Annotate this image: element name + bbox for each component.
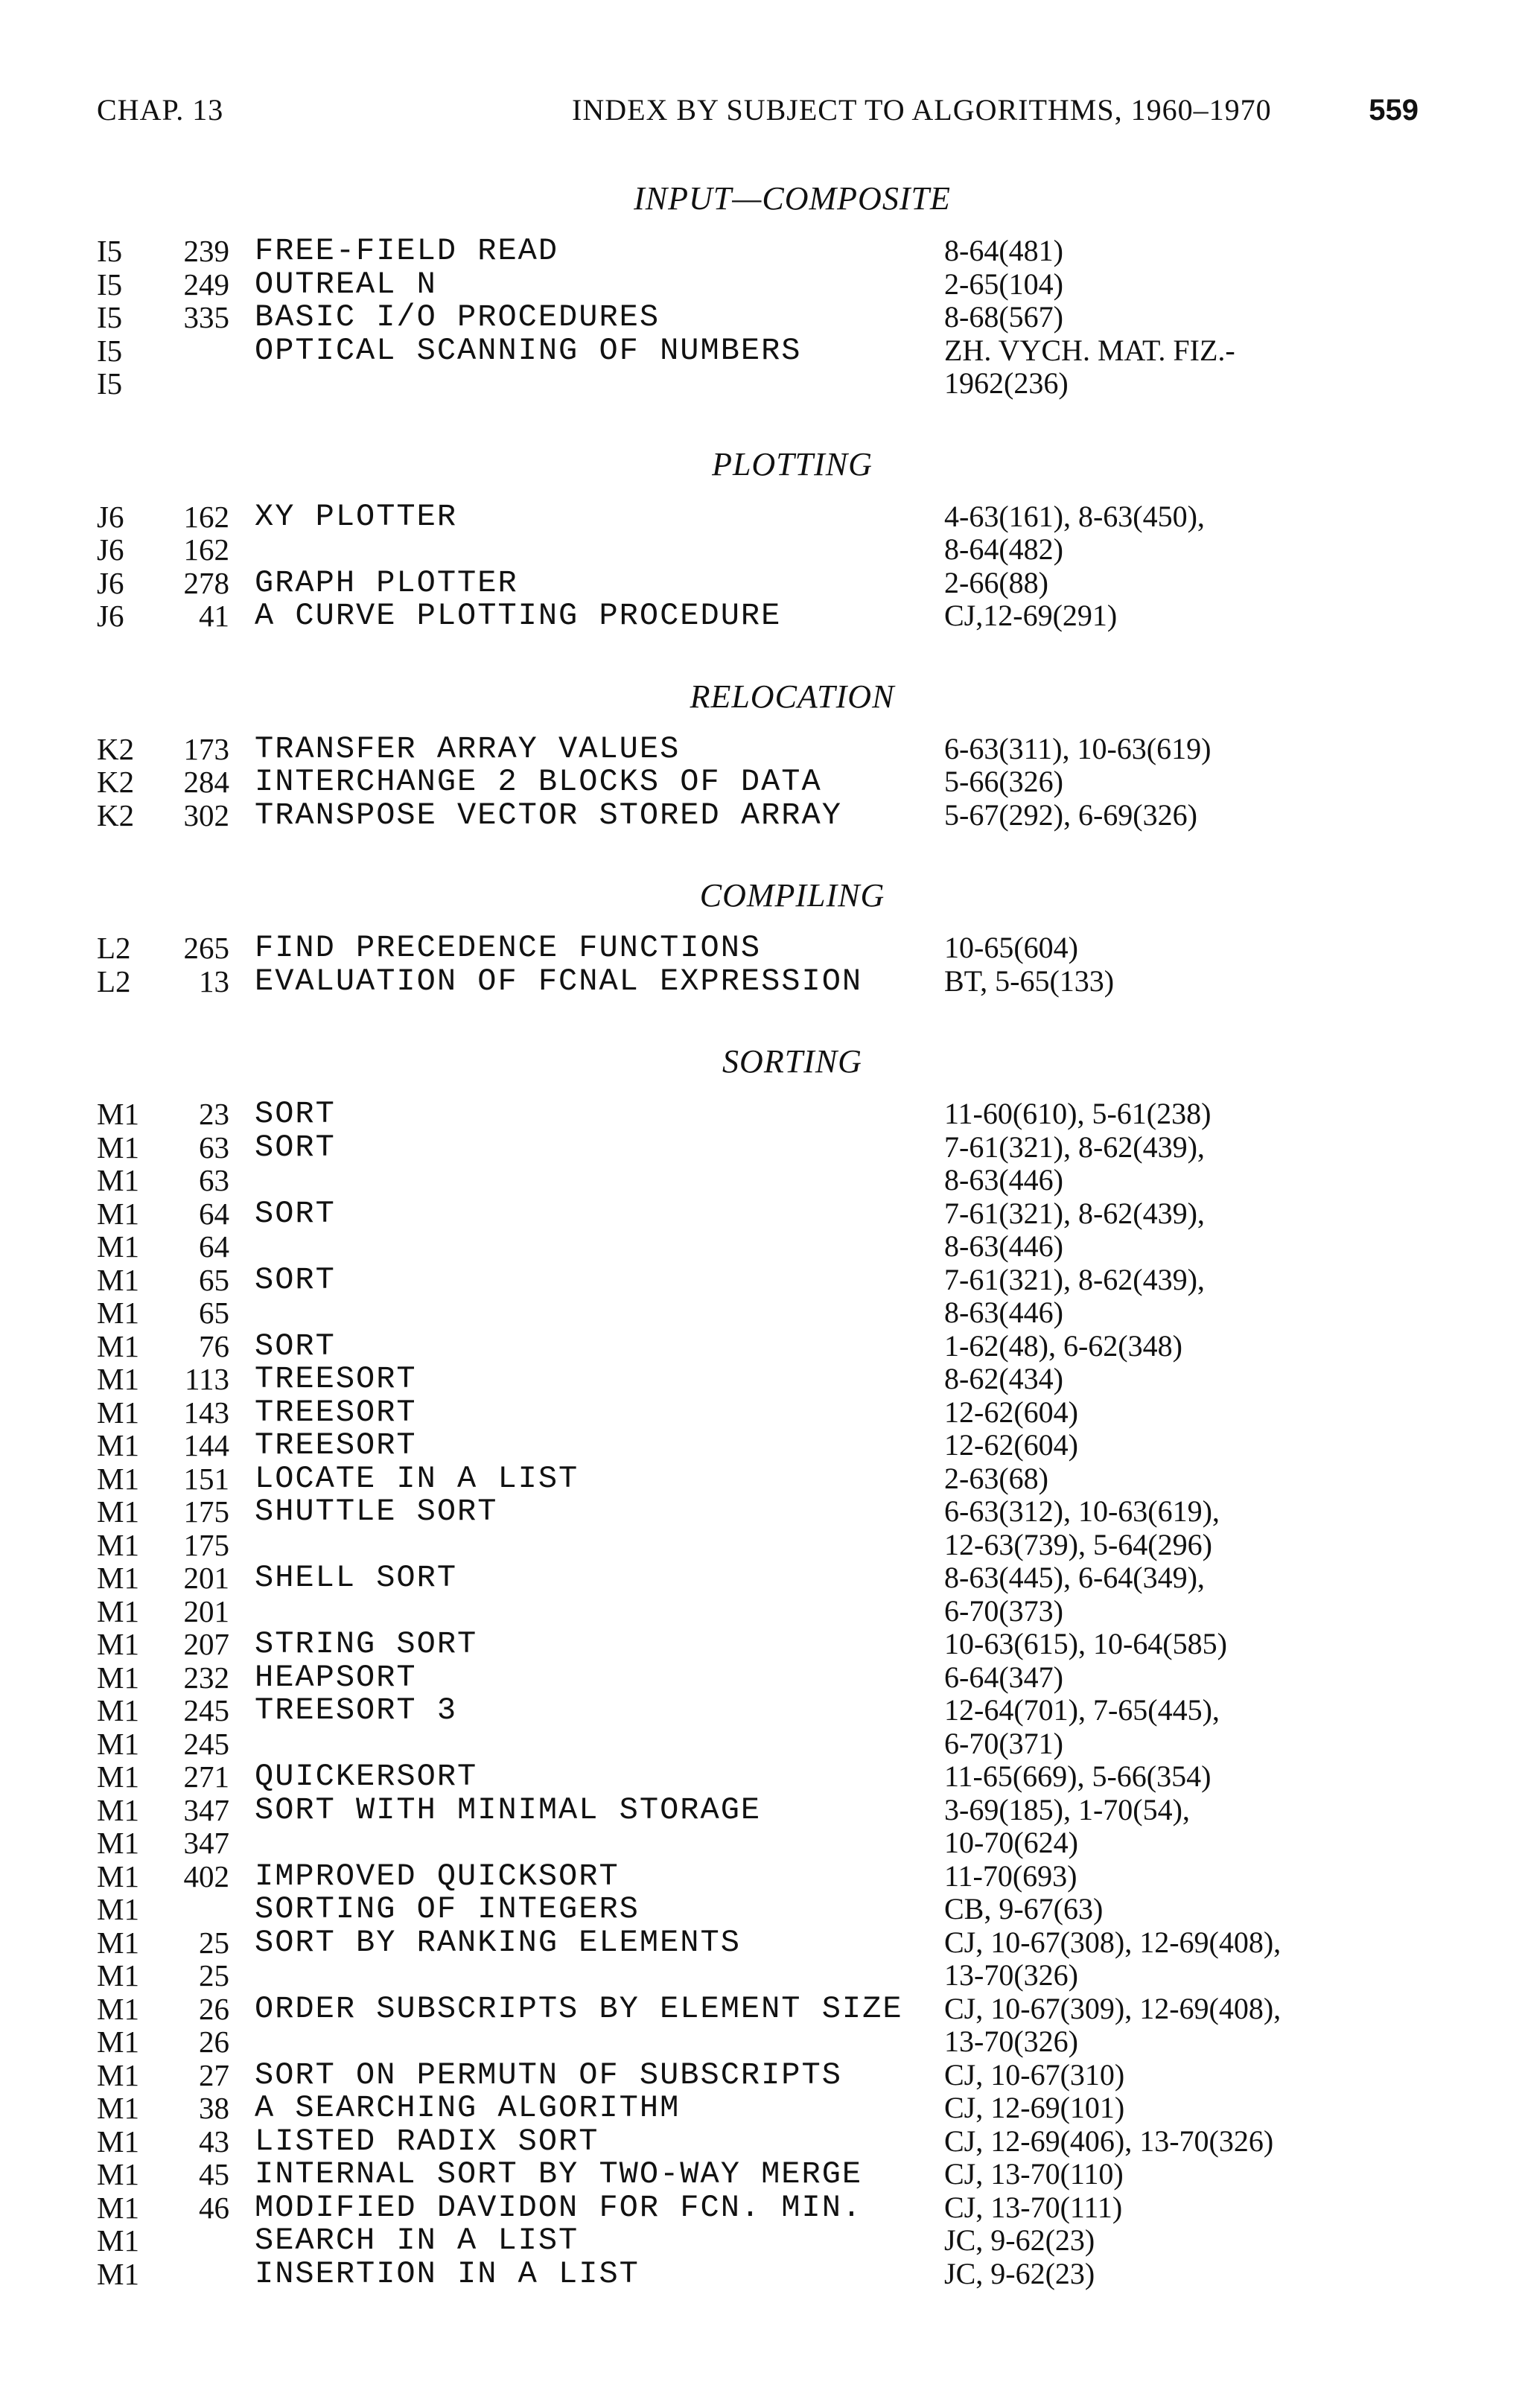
algorithm-title: SORT BY RANKING ELEMENTS	[255, 1924, 741, 1961]
index-entry	[0, 1429, 1525, 1462]
category-code: K2	[97, 731, 135, 766]
index-entry	[0, 1296, 1525, 1330]
algorithm-title: TREESORT 3	[255, 1692, 458, 1728]
algorithm-title: EVALUATION OF FCNAL EXPRESSION	[255, 963, 863, 999]
algorithm-number: 26	[199, 1991, 229, 2026]
publication-reference: 5-67(292), 6-69(326)	[944, 797, 1197, 832]
algorithm-number: 43	[199, 2124, 229, 2159]
category-code: M1	[97, 1958, 139, 1993]
algorithm-number: 25	[199, 1958, 229, 1993]
algorithm-title: INTERCHANGE 2 BLOCKS OF DATA	[255, 764, 822, 800]
category-code: M1	[97, 1262, 139, 1297]
algorithm-title: SORTING OF INTEGERS	[255, 1891, 640, 1927]
publication-reference: 1-62(48), 6-62(348)	[944, 1328, 1182, 1363]
index-entry	[0, 1926, 1525, 1960]
index-section	[0, 879, 1525, 998]
section-heading: INPUT—COMPOSITE	[634, 180, 951, 217]
publication-reference: CJ, 10-67(310)	[944, 2057, 1125, 2092]
publication-reference: 8-63(446)	[944, 1296, 1063, 1329]
algorithm-title: LOCATE IN A LIST	[255, 1460, 579, 1497]
index-entry	[0, 533, 1525, 567]
category-code: M1	[97, 1759, 139, 1794]
category-code: M1	[97, 1627, 139, 1661]
publication-reference: CJ, 13-70(110)	[944, 2157, 1124, 2191]
index-entry	[0, 1164, 1525, 1197]
algorithm-title: FREE-FIELD READ	[255, 233, 559, 269]
index-entry	[0, 765, 1525, 799]
algorithm-number: 13	[199, 963, 229, 998]
category-code: J6	[97, 599, 124, 633]
algorithm-number: 201	[183, 1593, 229, 1628]
category-code: K2	[97, 797, 135, 832]
algorithm-number: 271	[183, 1759, 229, 1794]
index-entry	[0, 2255, 1525, 2292]
algorithm-title: IMPROVED QUICKSORT	[255, 1858, 620, 1894]
category-code: M1	[97, 1693, 139, 1727]
category-code: M1	[97, 1428, 139, 1462]
running-title: INDEX BY SUBJECT TO ALGORITHMS, 1960–1970	[572, 93, 1272, 127]
algorithm-number: 335	[183, 300, 229, 334]
algorithm-number: 63	[199, 1130, 229, 1165]
category-code: M1	[97, 1130, 139, 1165]
algorithm-title: BASIC I/O PROCEDURES	[255, 299, 660, 335]
algorithm-number: 249	[183, 267, 229, 302]
index-entry	[0, 2059, 1525, 2092]
index-entry	[0, 1990, 1525, 2027]
algorithm-number: 278	[183, 565, 229, 600]
index-entry	[0, 268, 1525, 302]
algorithm-title: MODIFIED DAVIDON FOR FCN. MIN.	[255, 2189, 863, 2226]
algorithm-title: SORT	[255, 1261, 336, 1298]
index-entry	[0, 1727, 1525, 1761]
publication-reference: 8-64(481)	[944, 234, 1063, 267]
publication-reference: 10-65(604)	[944, 931, 1078, 964]
index-entry	[0, 730, 1525, 767]
index-entry	[0, 2025, 1525, 2059]
category-code: M1	[97, 2091, 139, 2125]
publication-reference: 2-65(104)	[944, 267, 1063, 301]
category-code: I5	[97, 234, 123, 268]
publication-reference: JC, 9-62(23)	[944, 2256, 1095, 2290]
algorithm-title: SORT WITH MINIMAL STORAGE	[255, 1791, 762, 1828]
category-code: M1	[97, 1593, 139, 1628]
algorithm-number: 144	[183, 1428, 229, 1462]
algorithm-number: 302	[183, 797, 229, 832]
algorithm-number: 284	[183, 765, 229, 799]
publication-reference: 12-64(701), 7-65(445),	[944, 1693, 1220, 1727]
publication-reference: 6-70(371)	[944, 1726, 1063, 1760]
algorithm-number: 65	[199, 1262, 229, 1297]
index-entry	[0, 500, 1525, 534]
category-code: M1	[97, 2223, 139, 2258]
index-section	[0, 445, 1525, 634]
index-entry	[0, 1396, 1525, 1430]
algorithm-title: LISTED RADIX SORT	[255, 2123, 599, 2159]
algorithm-number: 232	[183, 1660, 229, 1695]
publication-reference: 8-63(446)	[944, 1229, 1063, 1263]
index-entry	[0, 564, 1525, 601]
algorithm-title: SHELL SORT	[255, 1560, 458, 1596]
algorithm-title: OUTREAL N	[255, 266, 437, 302]
category-code: J6	[97, 532, 124, 567]
algorithm-number: 347	[183, 1792, 229, 1827]
algorithm-title: HEAPSORT	[255, 1659, 417, 1695]
algorithm-title: TREESORT	[255, 1394, 417, 1430]
index-section	[0, 678, 1525, 833]
index-entry	[0, 1791, 1525, 1828]
publication-reference: 2-63(68)	[944, 1461, 1048, 1495]
category-code: M1	[97, 2190, 139, 2225]
category-code: M1	[97, 1858, 139, 1893]
category-code: M1	[97, 1229, 139, 1264]
publication-reference: 2-66(88)	[944, 565, 1048, 599]
index-entry	[0, 2125, 1525, 2159]
algorithm-title: STRING SORT	[255, 1626, 478, 1662]
category-code: M1	[97, 1494, 139, 1529]
algorithm-number: 265	[183, 931, 229, 965]
index-entry	[0, 965, 1525, 998]
algorithm-number: 46	[199, 2190, 229, 2225]
category-code: I5	[97, 267, 123, 302]
category-code: I5	[97, 300, 123, 334]
section-heading: SORTING	[722, 1043, 862, 1080]
algorithm-title: SORT	[255, 1096, 336, 1132]
category-code: M1	[97, 1726, 139, 1761]
running-head	[97, 88, 1419, 133]
category-code: M1	[97, 1892, 139, 1926]
algorithm-number: 38	[199, 2091, 229, 2125]
category-code: M1	[97, 1792, 139, 1827]
index-entry	[0, 1826, 1525, 1860]
algorithm-number: 64	[199, 1229, 229, 1264]
category-code: J6	[97, 499, 124, 534]
algorithm-title: QUICKERSORT	[255, 1759, 478, 1794]
publication-reference: 6-63(311), 10-63(619)	[944, 731, 1212, 765]
algorithm-number: 65	[199, 1296, 229, 1330]
index-entry	[0, 1230, 1525, 1264]
algorithm-number: 162	[183, 532, 229, 567]
algorithm-number: 245	[183, 1726, 229, 1761]
page-number: 559	[1369, 94, 1419, 127]
category-code: M1	[97, 1362, 139, 1396]
algorithm-title: TRANSFER ARRAY VALUES	[255, 730, 681, 767]
publication-reference: CJ, 13-70(111)	[944, 2190, 1123, 2224]
algorithm-number: 143	[183, 1395, 229, 1430]
algorithm-title: A SEARCHING ALGORITHM	[255, 2090, 681, 2126]
index-entry	[0, 1261, 1525, 1298]
category-code: L2	[97, 963, 131, 998]
publication-reference: 7-61(321), 8-62(439),	[944, 1196, 1205, 1230]
index-entry	[0, 599, 1525, 633]
index-entry	[0, 1197, 1525, 1231]
algorithm-number: 64	[199, 1196, 229, 1231]
publication-reference: 5-66(326)	[944, 765, 1063, 798]
algorithm-number: 27	[199, 2057, 229, 2092]
publication-reference: 8-62(434)	[944, 1362, 1063, 1395]
category-code: M1	[97, 1097, 139, 1131]
algorithm-number: 151	[183, 1461, 229, 1496]
algorithm-number: 175	[183, 1527, 229, 1562]
category-code: M1	[97, 1461, 139, 1496]
algorithm-title: TRANSPOSE VECTOR STORED ARRAY	[255, 797, 842, 833]
algorithm-title: OPTICAL SCANNING OF NUMBERS	[255, 332, 802, 369]
publication-reference: 10-70(624)	[944, 1826, 1078, 1859]
category-code: I5	[97, 366, 123, 401]
publication-reference: CJ, 12-69(406), 13-70(326)	[944, 2124, 1274, 2158]
publication-reference: 1962(236)	[944, 366, 1069, 400]
index-entry	[0, 1595, 1525, 1628]
algorithm-number: 63	[199, 1163, 229, 1197]
publication-reference: CJ, 12-69(101)	[944, 2091, 1125, 2124]
algorithm-number: 162	[183, 499, 229, 534]
index-entry	[0, 1893, 1525, 1926]
publication-reference: 8-63(446)	[944, 1163, 1063, 1197]
index-entry	[0, 235, 1525, 268]
index-entry	[0, 334, 1525, 368]
category-code: M1	[97, 1925, 139, 1960]
index-entry	[0, 2092, 1525, 2125]
publication-reference: CB, 9-67(63)	[944, 1892, 1104, 1926]
category-code: M1	[97, 1163, 139, 1197]
publication-reference: 13-70(326)	[944, 2025, 1078, 2058]
category-code: M1	[97, 2256, 139, 2291]
algorithm-title: ORDER SUBSCRIPTS BY ELEMENT SIZE	[255, 1990, 903, 2027]
category-code: M1	[97, 1561, 139, 1595]
publication-reference: 6-63(312), 10-63(619),	[944, 1494, 1220, 1528]
category-code: M1	[97, 2025, 139, 2059]
category-code: J6	[97, 565, 124, 600]
index-entry	[0, 2224, 1525, 2258]
algorithm-number: 175	[183, 1494, 229, 1529]
category-code: M1	[97, 1826, 139, 1860]
publication-reference: BT, 5-65(133)	[944, 963, 1115, 998]
algorithm-title: A CURVE PLOTTING PROCEDURE	[255, 598, 782, 634]
index-entry	[0, 367, 1525, 401]
category-code: M1	[97, 1660, 139, 1695]
publication-reference: 6-64(347)	[944, 1660, 1063, 1694]
index-entry	[0, 1330, 1525, 1363]
index-entry	[0, 1529, 1525, 1562]
index-entry	[0, 1363, 1525, 1396]
algorithm-number: 173	[183, 731, 229, 766]
index-section	[0, 182, 1525, 401]
algorithm-number: 245	[183, 1693, 229, 1727]
publication-reference: CJ,12-69(291)	[944, 599, 1118, 632]
algorithm-title: SHUTTLE SORT	[255, 1494, 498, 1529]
algorithm-number: 76	[199, 1328, 229, 1363]
category-code: M1	[97, 2157, 139, 2191]
publication-reference: JC, 9-62(23)	[944, 2223, 1095, 2257]
publication-reference: 8-68(567)	[944, 300, 1063, 334]
algorithm-number: 402	[183, 1858, 229, 1893]
index-entry	[0, 1694, 1525, 1727]
category-code: M1	[97, 2057, 139, 2092]
algorithm-title: TREESORT	[255, 1427, 417, 1463]
category-code: M1	[97, 1991, 139, 2026]
publication-reference: 10-63(615), 10-64(585)	[944, 1627, 1227, 1660]
index-entry	[0, 2191, 1525, 2225]
algorithm-title: FIND PRECEDENCE FUNCTIONS	[255, 930, 762, 966]
publication-reference: 7-61(321), 8-62(439),	[944, 1130, 1205, 1164]
category-code: I5	[97, 333, 123, 368]
index-entry	[0, 1959, 1525, 1993]
index-entry	[0, 1131, 1525, 1165]
publication-reference: 8-64(482)	[944, 532, 1063, 566]
index-entry	[0, 799, 1525, 832]
publication-reference: 12-63(739), 5-64(296)	[944, 1527, 1212, 1561]
category-code: L2	[97, 931, 131, 965]
publication-reference: 13-70(326)	[944, 1958, 1078, 1992]
category-code: M1	[97, 1196, 139, 1231]
publication-reference: 12-62(604)	[944, 1395, 1078, 1429]
algorithm-number: 41	[199, 599, 229, 633]
index-entry	[0, 2158, 1525, 2191]
algorithm-title: INTERNAL SORT BY TWO-WAY MERGE	[255, 2156, 863, 2192]
chapter-label: CHAP. 13	[97, 93, 224, 127]
algorithm-number: 26	[199, 2025, 229, 2059]
algorithm-title: SORT	[255, 1129, 336, 1165]
index-entry	[0, 1495, 1525, 1529]
publication-reference: 7-61(321), 8-62(439),	[944, 1262, 1205, 1296]
publication-reference: 8-63(445), 6-64(349),	[944, 1561, 1205, 1594]
category-code: M1	[97, 1527, 139, 1562]
algorithm-number: 201	[183, 1561, 229, 1595]
publication-reference: 11-70(693)	[944, 1858, 1077, 1893]
category-code: M1	[97, 1328, 139, 1363]
index-content	[0, 182, 1525, 2290]
algorithm-title: GRAPH PLOTTER	[255, 564, 518, 601]
publication-reference: 11-65(669), 5-66(354)	[944, 1759, 1212, 1793]
publication-reference: ZH. VYCH. MAT. FIZ.-	[944, 333, 1235, 367]
index-section	[0, 1045, 1525, 2290]
publication-reference: 12-62(604)	[944, 1428, 1078, 1462]
index-entry	[0, 931, 1525, 965]
category-code: M1	[97, 1395, 139, 1430]
index-entry	[0, 301, 1525, 334]
algorithm-number: 207	[183, 1627, 229, 1661]
algorithm-number: 45	[199, 2157, 229, 2191]
algorithm-number: 113	[185, 1362, 229, 1396]
publication-reference: 4-63(161), 8-63(450),	[944, 499, 1205, 533]
category-code: K2	[97, 765, 135, 799]
algorithm-number: 23	[199, 1097, 229, 1131]
index-entry	[0, 1760, 1525, 1794]
algorithm-title: SORT	[255, 1328, 336, 1364]
category-code: M1	[97, 2124, 139, 2159]
publication-reference: 11-60(610), 5-61(238)	[944, 1097, 1212, 1130]
index-entry	[0, 1661, 1525, 1695]
index-entry	[0, 1098, 1525, 1131]
publication-reference: 6-70(373)	[944, 1593, 1063, 1628]
algorithm-number: 347	[183, 1826, 229, 1860]
section-heading: COMPILING	[699, 877, 885, 914]
index-entry	[0, 1860, 1525, 1893]
category-code: M1	[97, 1296, 139, 1330]
publication-reference: CJ, 10-67(309), 12-69(408),	[944, 1991, 1282, 2025]
algorithm-number: 25	[199, 1925, 229, 1960]
algorithm-number: 239	[183, 234, 229, 268]
algorithm-title: SEARCH IN A LIST	[255, 2223, 579, 2258]
publication-reference: CJ, 10-67(308), 12-69(408),	[944, 1925, 1282, 1959]
algorithm-title: TREESORT	[255, 1361, 417, 1397]
algorithm-title: INSERTION IN A LIST	[255, 2255, 640, 2292]
publication-reference: 3-69(185), 1-70(54),	[944, 1792, 1190, 1826]
index-entry	[0, 1628, 1525, 1661]
algorithm-title: XY PLOTTER	[255, 498, 458, 535]
algorithm-title: SORT	[255, 1195, 336, 1232]
section-heading: RELOCATION	[690, 678, 895, 715]
index-entry	[0, 1462, 1525, 1496]
algorithm-title: SORT ON PERMUTN OF SUBSCRIPTS	[255, 2057, 842, 2093]
index-entry	[0, 1561, 1525, 1595]
section-heading: PLOTTING	[712, 445, 873, 482]
